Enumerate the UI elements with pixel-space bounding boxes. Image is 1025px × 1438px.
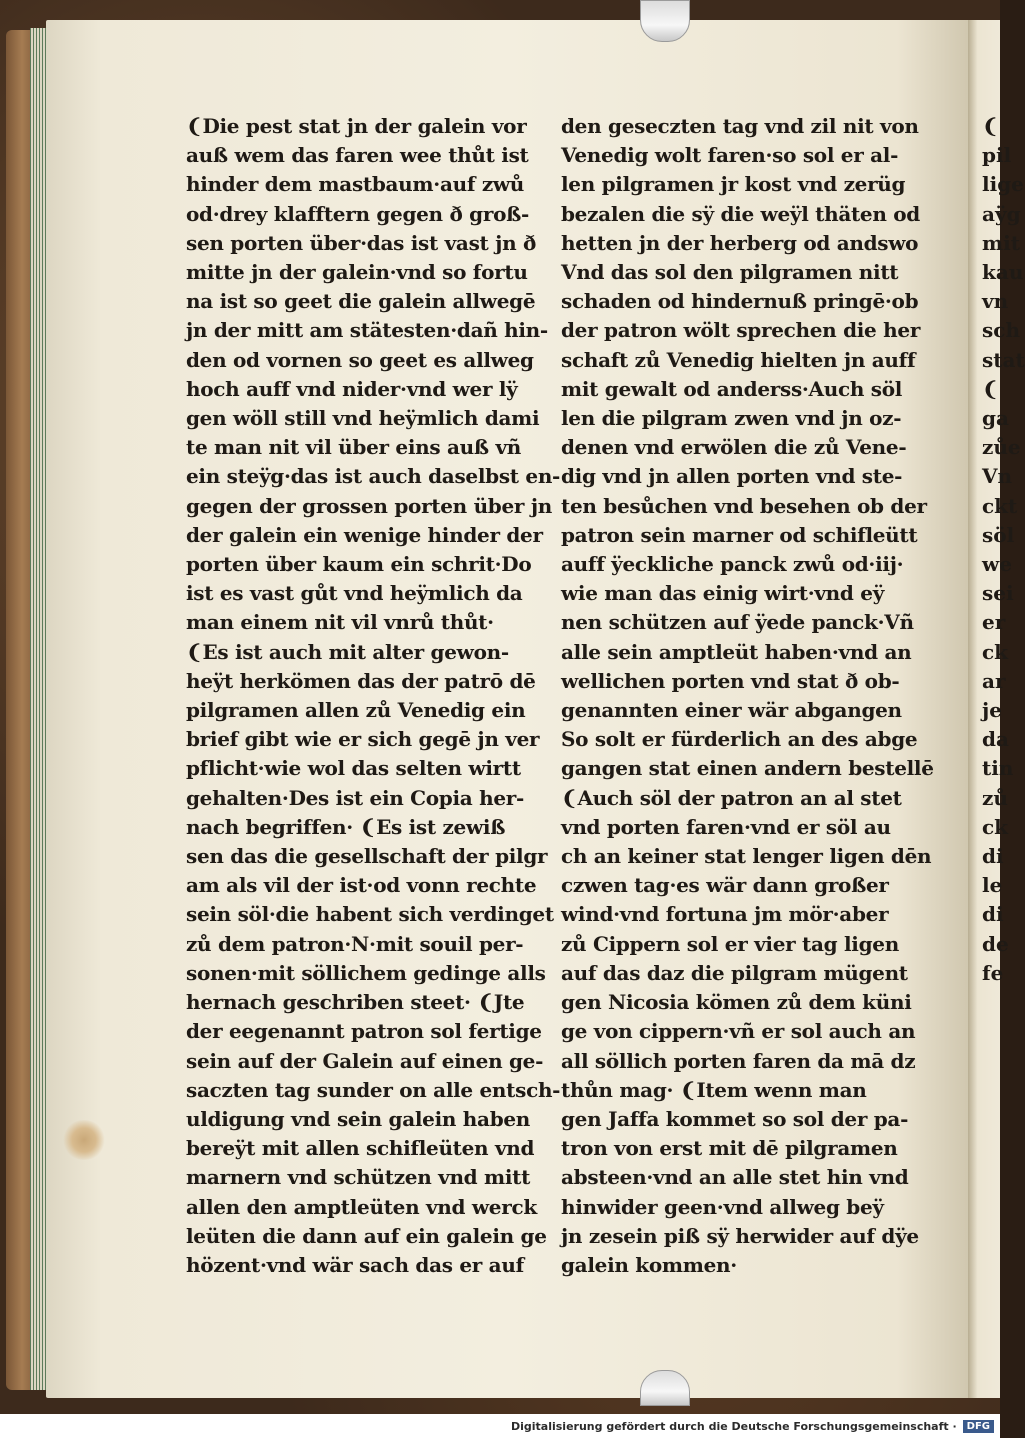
text-line: heÿt herkömen das der patrō dē: [186, 668, 536, 693]
text-line: gen Nicosia kömen zů dem küni: [561, 990, 912, 1015]
text-line: pflicht·wie wol das selten wirtt: [186, 756, 521, 781]
text-line: te man nit vil über eins auß vñ: [186, 435, 522, 460]
text-line: sen das die gesellschaft der pilgr: [186, 844, 548, 869]
text-line-fragment: sei: [982, 581, 1014, 606]
text-line-fragment: zů: [982, 785, 1008, 810]
text-line: sonen·mit söllichem gedinge alls: [186, 960, 546, 985]
text-line: hoch auff vnd nider·vnd wer lÿ: [186, 376, 518, 401]
text-line: ❨Die pest stat jn der galein vor: [186, 114, 527, 138]
text-line: sein söl·die habent sich verdinget: [186, 902, 554, 927]
text-line: ist es vast gůt vnd heÿmlich da: [186, 581, 523, 606]
text-line: auf das daz die pilgram mügent: [561, 960, 908, 985]
funding-note: Digitalisierung gefördert durch die Deutsche Forschungsgemeinschaft ·: [510, 1419, 957, 1433]
text-line: pilgramen allen zů Venedig ein: [186, 698, 526, 723]
text-line: So solt er fürderlich an des abge: [561, 727, 918, 752]
text-line: vnd porten faren·vnd er söl au: [561, 814, 891, 839]
text-line: gangen stat einen andern bestellē: [561, 756, 934, 781]
text-line: jn zesein piß sÿ herwider auf dÿe: [561, 1223, 919, 1248]
text-line-fragment: fe: [982, 960, 1004, 985]
text-line: porten über kaum ein schrit·Do: [186, 552, 532, 577]
text-line: jn der mitt am stätesten·dañ hin-: [186, 318, 548, 343]
text-line: marnern vnd schützen vnd mitt: [186, 1165, 531, 1190]
text-line-fragment: aÿg: [982, 201, 1021, 226]
text-line: Vnd das sol den pilgramen nitt: [561, 260, 899, 285]
text-line-fragment: le: [982, 873, 1003, 898]
text-line-fragment: er: [982, 610, 1006, 635]
text-line: uldigung vnd sein galein haben: [186, 1106, 531, 1131]
text-line: genannten einer wär abgangen: [561, 698, 902, 723]
text-line: tron von erst mit dē pilgramen: [561, 1136, 898, 1161]
text-line: patron sein marner od schifleütt: [561, 522, 918, 547]
text-line: ein steÿg·das ist auch daselbst en-: [186, 464, 561, 489]
text-line-fragment: söl: [982, 522, 1015, 547]
text-line: denen vnd erwölen die zů Vene-: [561, 435, 907, 460]
text-line-fragment: tin: [982, 756, 1014, 781]
text-line: wie man das einig wirt·vnd eÿ: [561, 581, 885, 606]
text-line: sein auf der Galein auf einen ge-: [186, 1048, 544, 1073]
text-line: der galein ein wenige hinder der: [186, 522, 543, 547]
text-line: ge von cippern·vñ er sol auch an: [561, 1019, 916, 1044]
text-line: wind·vnd fortuna jm mör·aber: [561, 902, 889, 927]
text-line: den geseczten tag vnd zil nit von: [561, 114, 919, 138]
text-line: zů dem patron·N·mit souil per-: [186, 931, 524, 956]
text-line: galein kommen·: [561, 1252, 737, 1277]
text-line-fragment: vn: [982, 289, 1009, 314]
text-line-fragment: pil: [982, 143, 1012, 168]
text-line: allen den amptleüten vnd werck: [186, 1194, 537, 1219]
text-line: bezalen die sÿ die weÿl thäten od: [561, 201, 920, 226]
text-line: alle sein amptleüt haben·vnd an: [561, 639, 912, 664]
text-line: mit gewalt od anderss·Auch söl: [561, 376, 903, 401]
text-line-fragment: stat: [982, 347, 1025, 372]
text-line: Venedig wolt faren·so sol er al-: [561, 143, 899, 168]
text-line: sen porten über·das ist vast jn ð: [186, 230, 537, 255]
paper-stain: [62, 1120, 106, 1160]
text-line: absteen·vnd an alle stet hin vnd: [561, 1165, 909, 1190]
page-clip-top: [640, 0, 690, 42]
text-line: na ist so geet die galein allwegē: [186, 289, 536, 314]
text-line: ch an keiner stat lenger ligen dēn: [561, 844, 932, 869]
text-line: ❨Auch söl der patron an al stet: [561, 785, 902, 810]
text-line-fragment: ar: [982, 668, 1006, 693]
text-line: hetten jn der herberg od andswo: [561, 230, 919, 255]
text-line: gen wöll still vnd heÿmlich dami: [186, 406, 540, 431]
text-line-fragment: ck: [982, 639, 1009, 664]
text-line-fragment: ❨: [982, 376, 999, 401]
text-line: der patron wölt sprechen die her: [561, 318, 921, 343]
dfg-logo: DFG: [963, 1420, 994, 1433]
text-line: od·drey klafftern gegen ð groß-: [186, 201, 530, 226]
text-line: hözent·vnd wär sach das er auf: [186, 1252, 524, 1277]
text-line: bereÿt mit allen schifleüten vnd: [186, 1136, 535, 1161]
text-line: ten besůchen vnd besehen ob der: [561, 493, 927, 518]
text-line-fragment: ckt: [982, 493, 1018, 518]
text-line-fragment: di: [982, 844, 1004, 869]
text-line-fragment: ck: [982, 814, 1009, 839]
text-line-fragment: ga: [982, 406, 1009, 431]
footer-bar: [0, 1414, 1000, 1438]
text-line-fragment: Vn: [982, 464, 1013, 489]
text-line: len pilgramen jr kost vnd zerüg: [561, 172, 906, 197]
text-line-fragment: ❨: [982, 114, 999, 138]
text-line: den od vornen so geet es allweg: [186, 347, 534, 372]
text-line: zů Cippern sol er vier tag ligen: [561, 931, 899, 956]
text-line: schaft zů Venedig hielten jn auff: [561, 347, 916, 372]
text-line: hinwider geen·vnd allweg beÿ: [561, 1194, 884, 1219]
text-line-fragment: sch: [982, 318, 1020, 343]
text-line: der eegenannt patron sol fertige: [186, 1019, 542, 1044]
text-column-left: [186, 112, 561, 1280]
text-line: ❨Es ist auch mit alter gewon-: [186, 639, 509, 664]
text-line: schaden od hindernuß pringē·ob: [561, 289, 919, 314]
text-line: thůn mag· ❨Item wenn man: [561, 1077, 867, 1102]
text-line: brief gibt wie er sich gegē jn ver: [186, 727, 540, 752]
text-line-fragment: da: [982, 727, 1009, 752]
text-line: hernach geschriben steet· ❨Jte: [186, 990, 525, 1015]
text-line-fragment: lige: [982, 172, 1024, 197]
text-line: gegen der grossen porten über jn: [186, 493, 552, 518]
text-line: mitte jn der galein·vnd so fortu: [186, 260, 528, 285]
text-line-fragment: we: [982, 552, 1012, 577]
text-line-fragment: mit: [982, 230, 1020, 255]
text-line: gen Jaffa kommet so sol der pa-: [561, 1106, 909, 1131]
text-line: czwen tag·es wär dann großer: [561, 873, 889, 898]
text-line: auff ÿeckliche panck zwů od·iij·: [561, 552, 904, 577]
text-line: nach begriffen· ❨Es ist zewiß: [186, 814, 506, 839]
text-line-fragment: kau: [982, 260, 1024, 285]
text-line: man einem nit vil vnrů thůt·: [186, 610, 494, 635]
text-line: hinder dem mastbaum·auf zwů: [186, 172, 525, 197]
text-line: len die pilgram zwen vnd jn oz-: [561, 406, 902, 431]
text-line-fragment: de: [982, 931, 1009, 956]
text-column-facing-page: [982, 112, 1025, 988]
text-line: nen schützen auf ÿede panck·Vñ: [561, 610, 914, 635]
text-column-right: [561, 112, 934, 1280]
text-line-fragment: zůe: [982, 435, 1021, 460]
text-line: dig vnd jn allen porten vnd ste-: [561, 464, 903, 489]
text-line: am als vil der ist·od vonn rechte: [186, 873, 537, 898]
text-line: all söllich porten faren da mā dz: [561, 1048, 916, 1073]
text-line: gehalten·Des ist ein Copia her-: [186, 785, 525, 810]
text-line: leüten die dann auf ein galein ge: [186, 1223, 547, 1248]
text-line-fragment: je: [982, 698, 1002, 723]
text-line: auß wem das faren wee thůt ist: [186, 143, 529, 168]
text-line: wellichen porten vnd stat ð ob-: [561, 668, 900, 693]
page-clip-bottom: [640, 1370, 690, 1406]
text-line-fragment: di: [982, 902, 1004, 927]
text-line: saczten tag sunder on alle entsch-: [186, 1077, 561, 1102]
